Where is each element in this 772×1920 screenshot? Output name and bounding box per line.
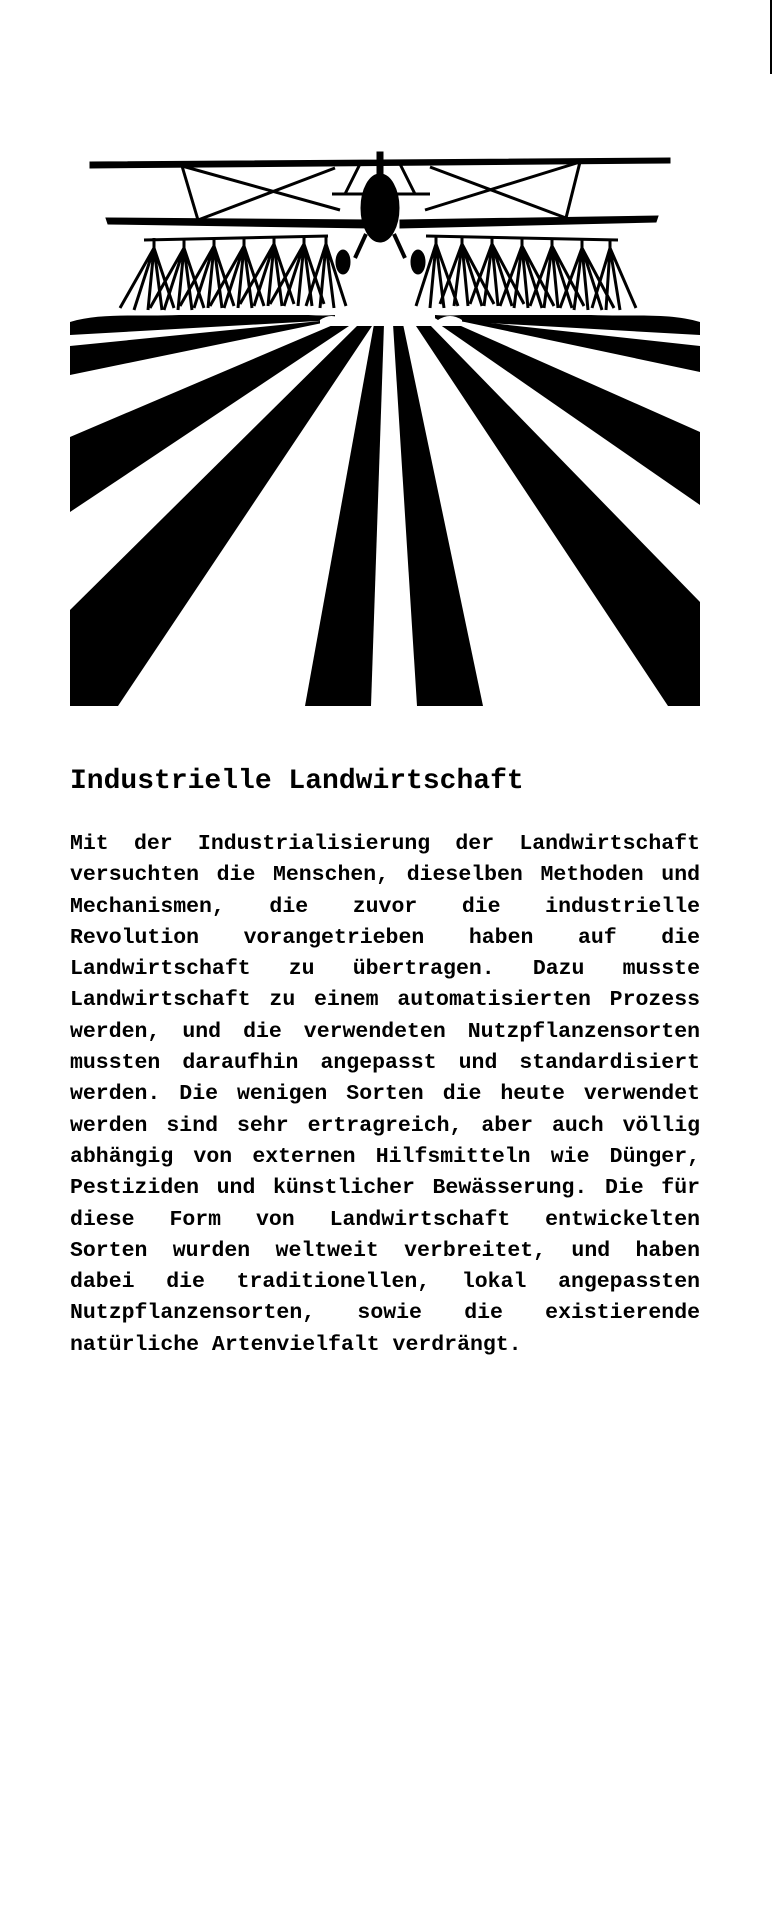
article-body: Mit der Industrialisierung der Landwirtschaft versuchten die Menschen, dieselben Methoden und Mechanismen, die zuvor die industrielle Revolution vorangetrieben haben auf die Landwirtschaft zu übertragen. Dazu musste Landwirtschaft zu einem automatisierten Prozess werden, und die verwendeten Nutzpflanzensorten mussten daraufhin angepasst und standardisiert werden. Die wenigen Sorten die heute verwendet werden sind sehr ertragreich, aber auch völlig abhängig von externen Hilfsmitteln wie Dünger, Pestiziden und künstlicher Bewässerung. Die für diese Form von Landwirtschaft entwickelten Sorten wurden weltweit verbreitet, und haben dabei die traditionellen, lokal angepassten Nutzpflanzensorten, sowie die existierende natürliche Artenvielfalt verdrängt.: [70, 832, 700, 1357]
crop-duster-plane-over-field-icon: [70, 150, 700, 706]
crop-duster-illustration: [70, 150, 700, 706]
field-stripes: [70, 310, 700, 706]
sprayer-nozzles-right: [416, 236, 636, 310]
article-title: Industrielle Landwirtschaft: [70, 766, 524, 797]
sprayer-nozzles-left: [120, 236, 346, 310]
